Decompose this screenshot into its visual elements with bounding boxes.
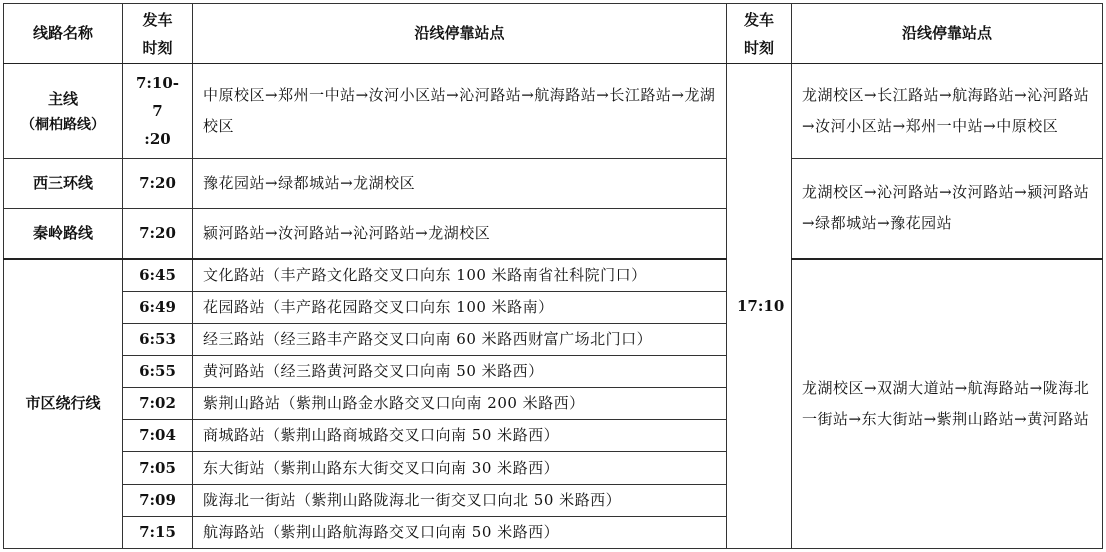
city-stop: 经三路站（经三路丰产路交叉口向南 60 米路西财富广场北门口）: [193, 323, 727, 355]
return-stops-west-qinling: 龙湖校区→沁河路站→汝河路站→颍河路站→绿都城站→豫花园站: [792, 158, 1103, 258]
route-row-main: [4, 64, 1103, 158]
route-stops-main: 中原校区→郑州一中站→汝河小区站→沁河路站→航海路站→长江路站→龙湖校区: [193, 64, 727, 158]
header-return-time-line2: 时刻: [743, 38, 774, 57]
header-stops: 沿线停靠站点: [193, 4, 727, 64]
header-route-name: 线路名称: [4, 4, 123, 64]
route-time-main-line1: 7:10-7: [135, 73, 180, 120]
route-name-city: 市区绕行线: [4, 259, 123, 549]
city-time: 7:15: [123, 516, 193, 548]
city-stop: 黄河路站（经三路黄河路交叉口向南 50 米路西）: [193, 356, 727, 388]
city-time: 7:02: [123, 388, 193, 420]
route-time-qinling: 7:20: [123, 208, 193, 258]
return-stops-main: 龙湖校区→长江路站→航海路站→沁河路站→汝河小区站→郑州一中站→中原校区: [792, 64, 1103, 158]
city-time: 7:09: [123, 484, 193, 516]
city-stop: 航海路站（紫荆山路航海路交叉口向南 50 米路西）: [193, 516, 727, 548]
route-name-qinling: 秦岭路线: [4, 208, 123, 258]
city-stop: 紫荆山路站（紫荆山路金水路交叉口向南 200 米路西）: [193, 388, 727, 420]
return-stops-city: 龙湖校区→双湖大道站→航海路站→陇海北一街站→东大街站→紫荆山路站→黄河路站: [792, 259, 1103, 549]
route-row-west: [4, 158, 1103, 208]
city-row: [4, 259, 1103, 292]
bus-route-table: [3, 3, 1103, 549]
header-return-time: [727, 4, 792, 64]
city-time: 6:45: [123, 259, 193, 292]
route-stops-qinling: 颍河路站→汝河路站→沁河路站→龙湖校区: [193, 208, 727, 258]
header-return-stops: 沿线停靠站点: [792, 4, 1103, 64]
header-row: [4, 4, 1103, 64]
city-time: 6:49: [123, 291, 193, 323]
city-time: 6:53: [123, 323, 193, 355]
city-time: 7:05: [123, 452, 193, 484]
city-time: 7:04: [123, 420, 193, 452]
header-depart-time: [123, 4, 193, 64]
route-name-main-sub: （桐柏路线）: [21, 116, 105, 133]
route-name-main: [4, 64, 123, 158]
city-stop: 东大街站（紫荆山路东大街交叉口向南 30 米路西）: [193, 452, 727, 484]
route-name-west: 西三环线: [4, 158, 123, 208]
route-name-main-title: 主线: [47, 89, 78, 108]
route-stops-west: 豫花园站→绿都城站→龙湖校区: [193, 158, 727, 208]
header-return-time-line1: 发车: [743, 10, 774, 29]
route-time-main-line2: :20: [144, 129, 171, 148]
return-time-cell: 17:10: [727, 64, 792, 549]
header-depart-time-line2: 时刻: [142, 38, 173, 57]
city-time: 6:55: [123, 356, 193, 388]
header-depart-time-line1: 发车: [142, 10, 173, 29]
city-stop: 陇海北一街站（紫荆山路陇海北一街交叉口向北 50 米路西）: [193, 484, 727, 516]
city-stop: 文化路站（丰产路文化路交叉口向东 100 米路南省社科院门口）: [193, 259, 727, 292]
route-time-main: [123, 64, 193, 158]
city-stop: 花园路站（丰产路花园路交叉口向东 100 米路南）: [193, 291, 727, 323]
route-time-west: 7:20: [123, 158, 193, 208]
city-stop: 商城路站（紫荆山路商城路交叉口向南 50 米路西）: [193, 420, 727, 452]
